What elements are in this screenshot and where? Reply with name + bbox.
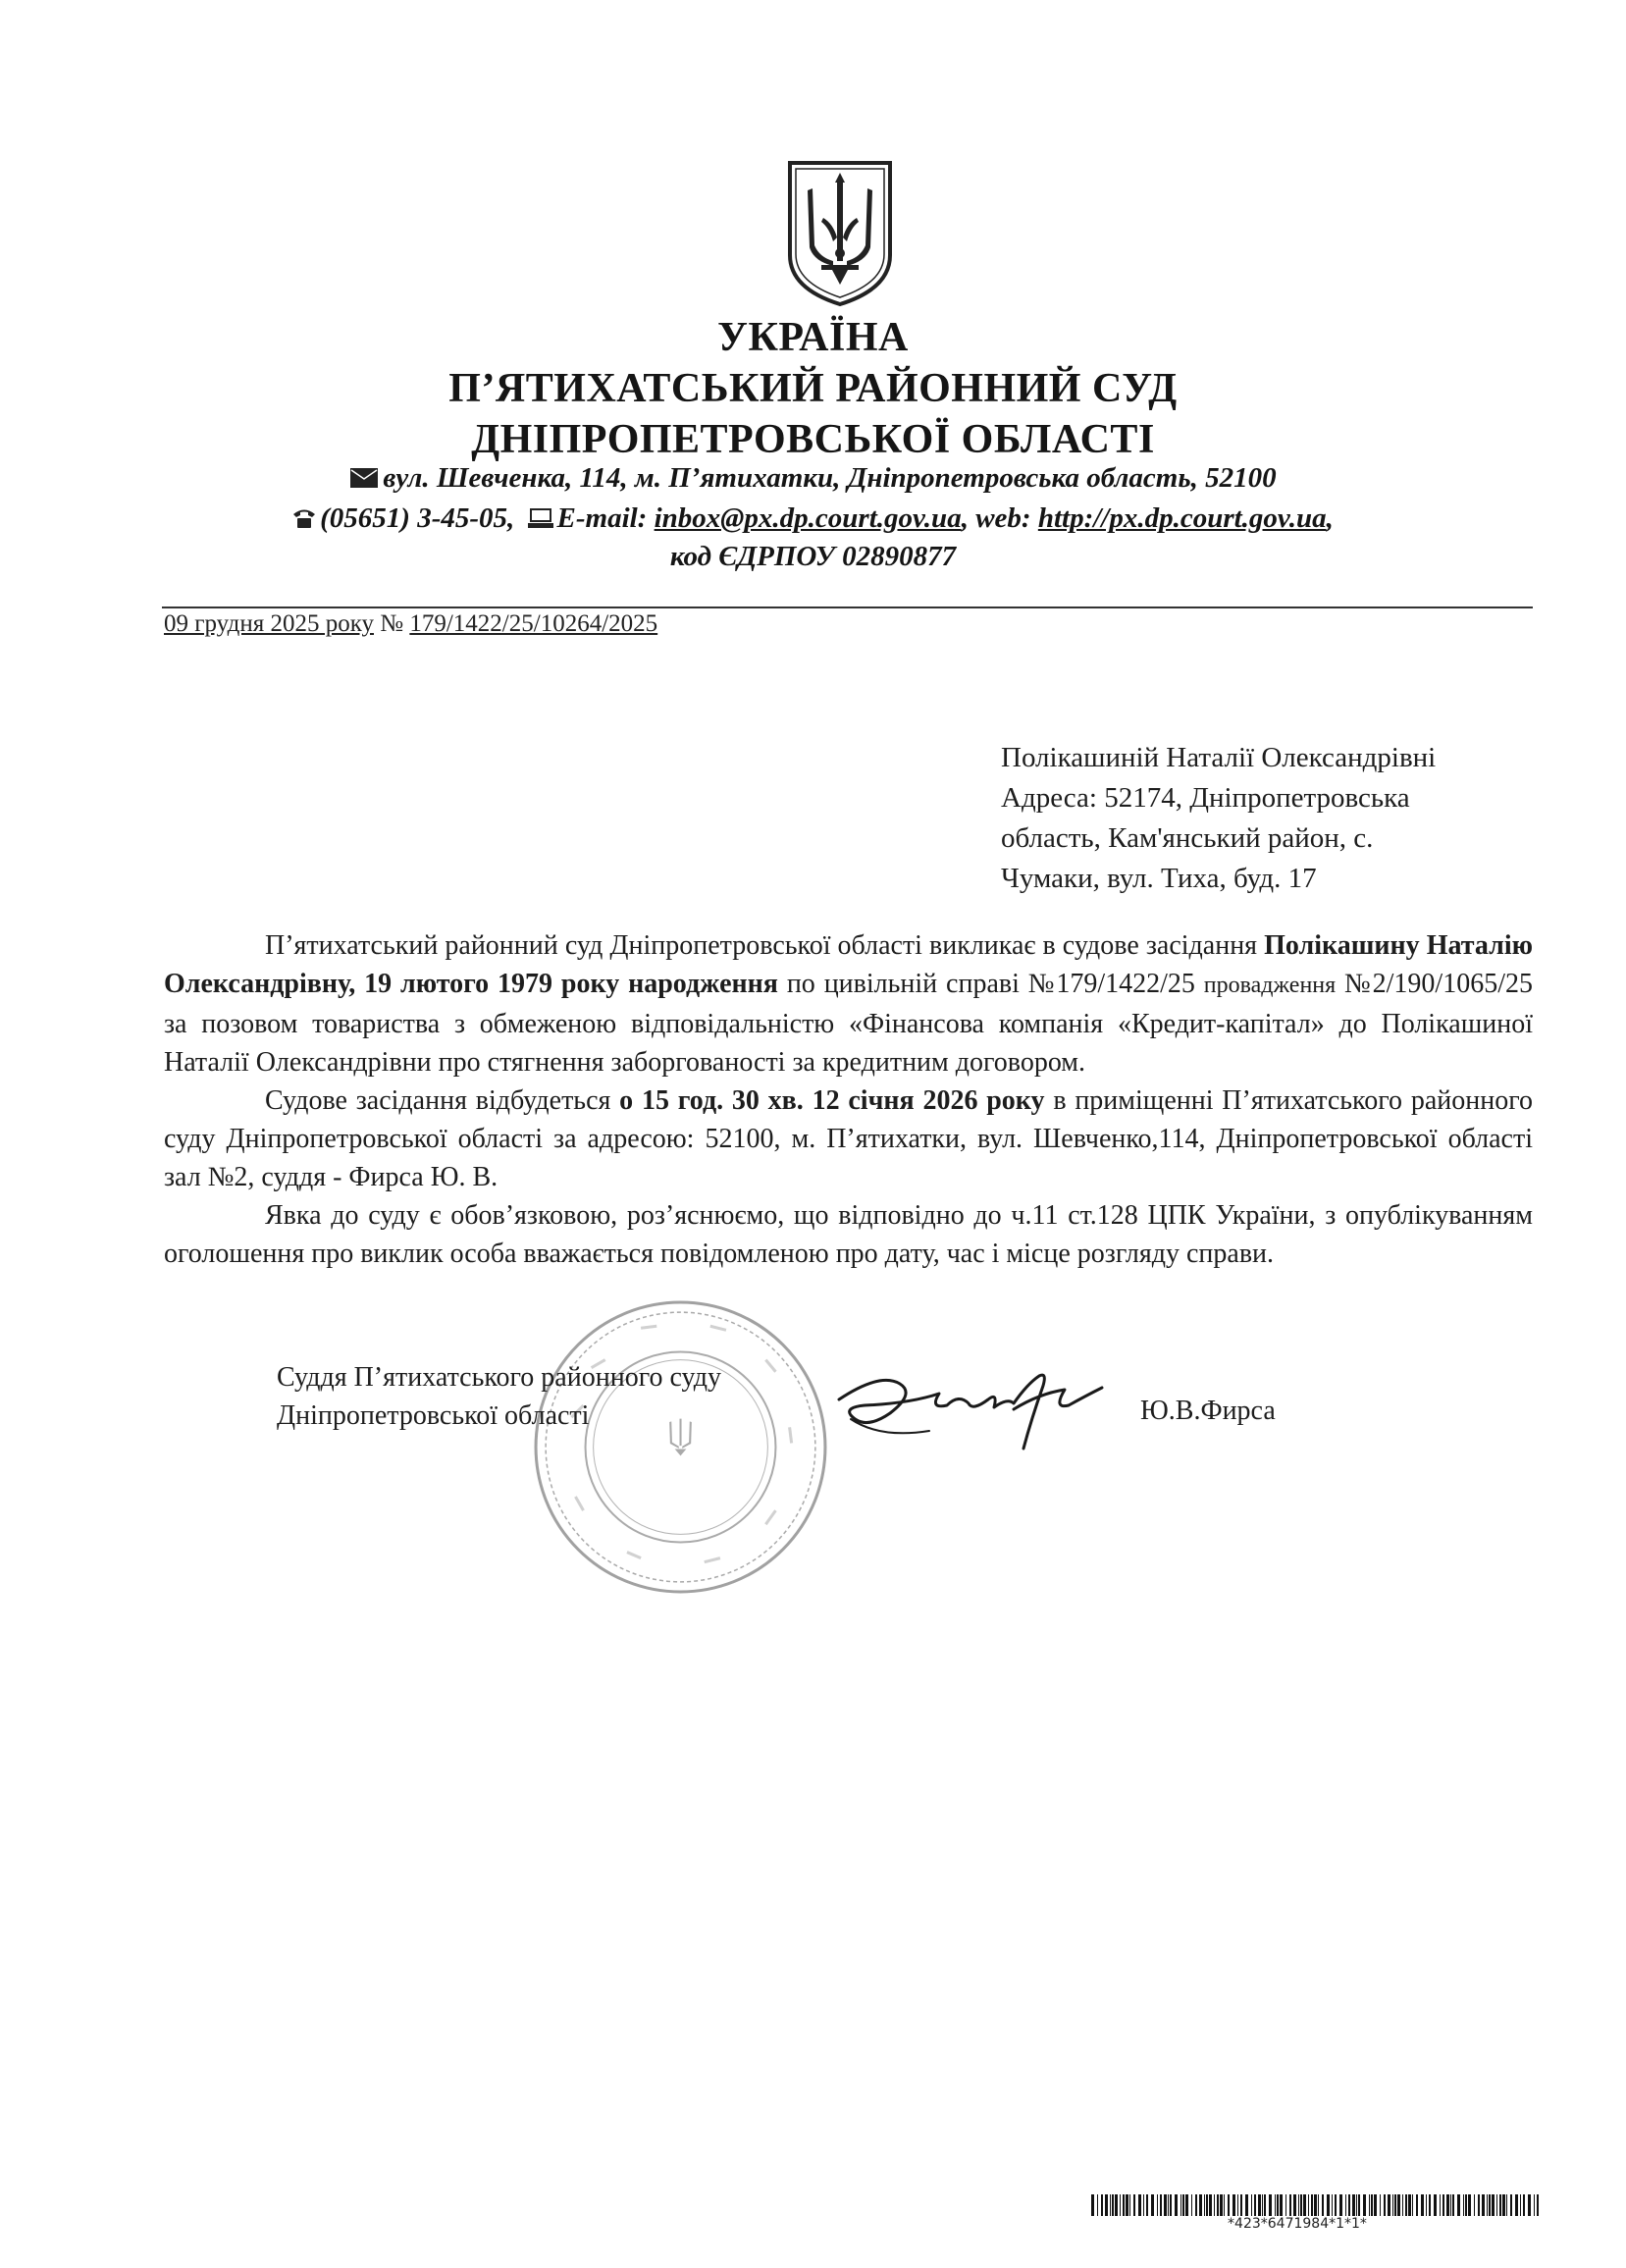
header-contacts-line: (05651) 3-45-05, E-mail: inbox@px.dp.court.gov.ua, web: http://px.dp.court.gov.ua, [0,502,1626,535]
computer-icon [528,507,553,529]
coat-of-arms-icon [784,159,896,308]
recipient-name: Полікашиній Наталії Олександрівні [1001,742,1437,773]
hearing-paragraph: Судове засідання відбудеться о 15 год. 30 хв. 12 січня 2026 року в приміщенні П’ятихатського районного суду Дніпропетровської області за адресою: 52100, м. П’ятихатки, вул. Шевченко,114, Дніпропетровської області зал №2, суддя - Фирса Ю. В. [164,1085,1533,1192]
phone-icon [292,507,316,529]
outgoing-date: 09 грудня 2025 року [164,610,374,637]
header-email-link[interactable]: inbox@px.dp.court.gov.ua [654,502,962,534]
letter-body [164,926,1533,1273]
recipient-address-line: область, Кам'янський район, с. [1001,822,1374,854]
barcode-bars [1091,2194,1543,2216]
outgoing-number-sign: № [380,610,404,637]
header-address: вул. Шевченка, 114, м. П’ятихатки, Дніпропетровська область, 52100 [383,462,1277,494]
barcode-text: *423*6471984*1*1* [1228,2216,1367,2232]
header-email-label: E-mail: [556,502,648,534]
outgoing-reference [164,610,657,638]
recipient-address-line: Чумаки, вул. Тиха, буд. 17 [1001,863,1317,894]
header-phone: (05651) 3-45-05, [320,502,515,534]
signature-title: Суддя П’ятихатського районного суду Дніпропетровської області [277,1362,722,1431]
header-edrpou-code: код ЄДРПОУ 02890877 [669,541,957,572]
judge-name: Ю.В.Фирса [1140,1396,1276,1426]
document-barcode [1091,2194,1543,2232]
header-divider [162,607,1533,608]
header-web-label: , web: [961,502,1031,534]
header-court-name: П’ЯТИХАТСЬКИЙ РАЙОННИЙ СУД [448,366,1178,411]
header-address-line [0,462,1626,495]
outgoing-number: 179/1422/25/10264/2025 [409,610,658,637]
hearing-datetime: о 15 год. 30 хв. 12 січня 2026 року [619,1085,1045,1116]
attendance-paragraph: Явка до суду є обов’язковою, роз’яснюємо, що відповідно до ч.11 ст.128 ЦПК України, з опублікуванням оголошення про виклик особа вважається повідомленою про дату, час і місце розгляду справи. [164,1200,1533,1269]
defendant-name: Полікашину Наталію Олександрівну, 19 лютого 1979 року народження [164,930,1534,999]
recipient-address-line: Адреса: 52174, Дніпропетровська [1001,782,1410,814]
header-web-link[interactable]: http://px.dp.court.gov.ua [1037,502,1327,534]
envelope-icon [349,467,379,489]
summons-paragraph: П’ятихатський районний суд Дніпропетровської області викликає в судове засідання Полікашину Наталію Олександрівну, 19 лютого 1979 року народження по цивільній справі №179/1422/25 провадження №2/190/1065/25 за позовом товариства з обмеженою відповідальністю «Фінансова компанія «Кредит-капітал» до Полікашиної Наталії Олександрівни про стягнення заборгованості за кредитним договором. [164,930,1534,1078]
handwritten-signature [821,1354,1116,1452]
header-region: ДНІПРОПЕТРОВСЬКОЇ ОБЛАСТІ [471,417,1155,462]
header-country: УКРАЇНА [717,315,909,360]
court-seal-stamp [532,1298,829,1596]
recipient-block [1001,738,1550,899]
